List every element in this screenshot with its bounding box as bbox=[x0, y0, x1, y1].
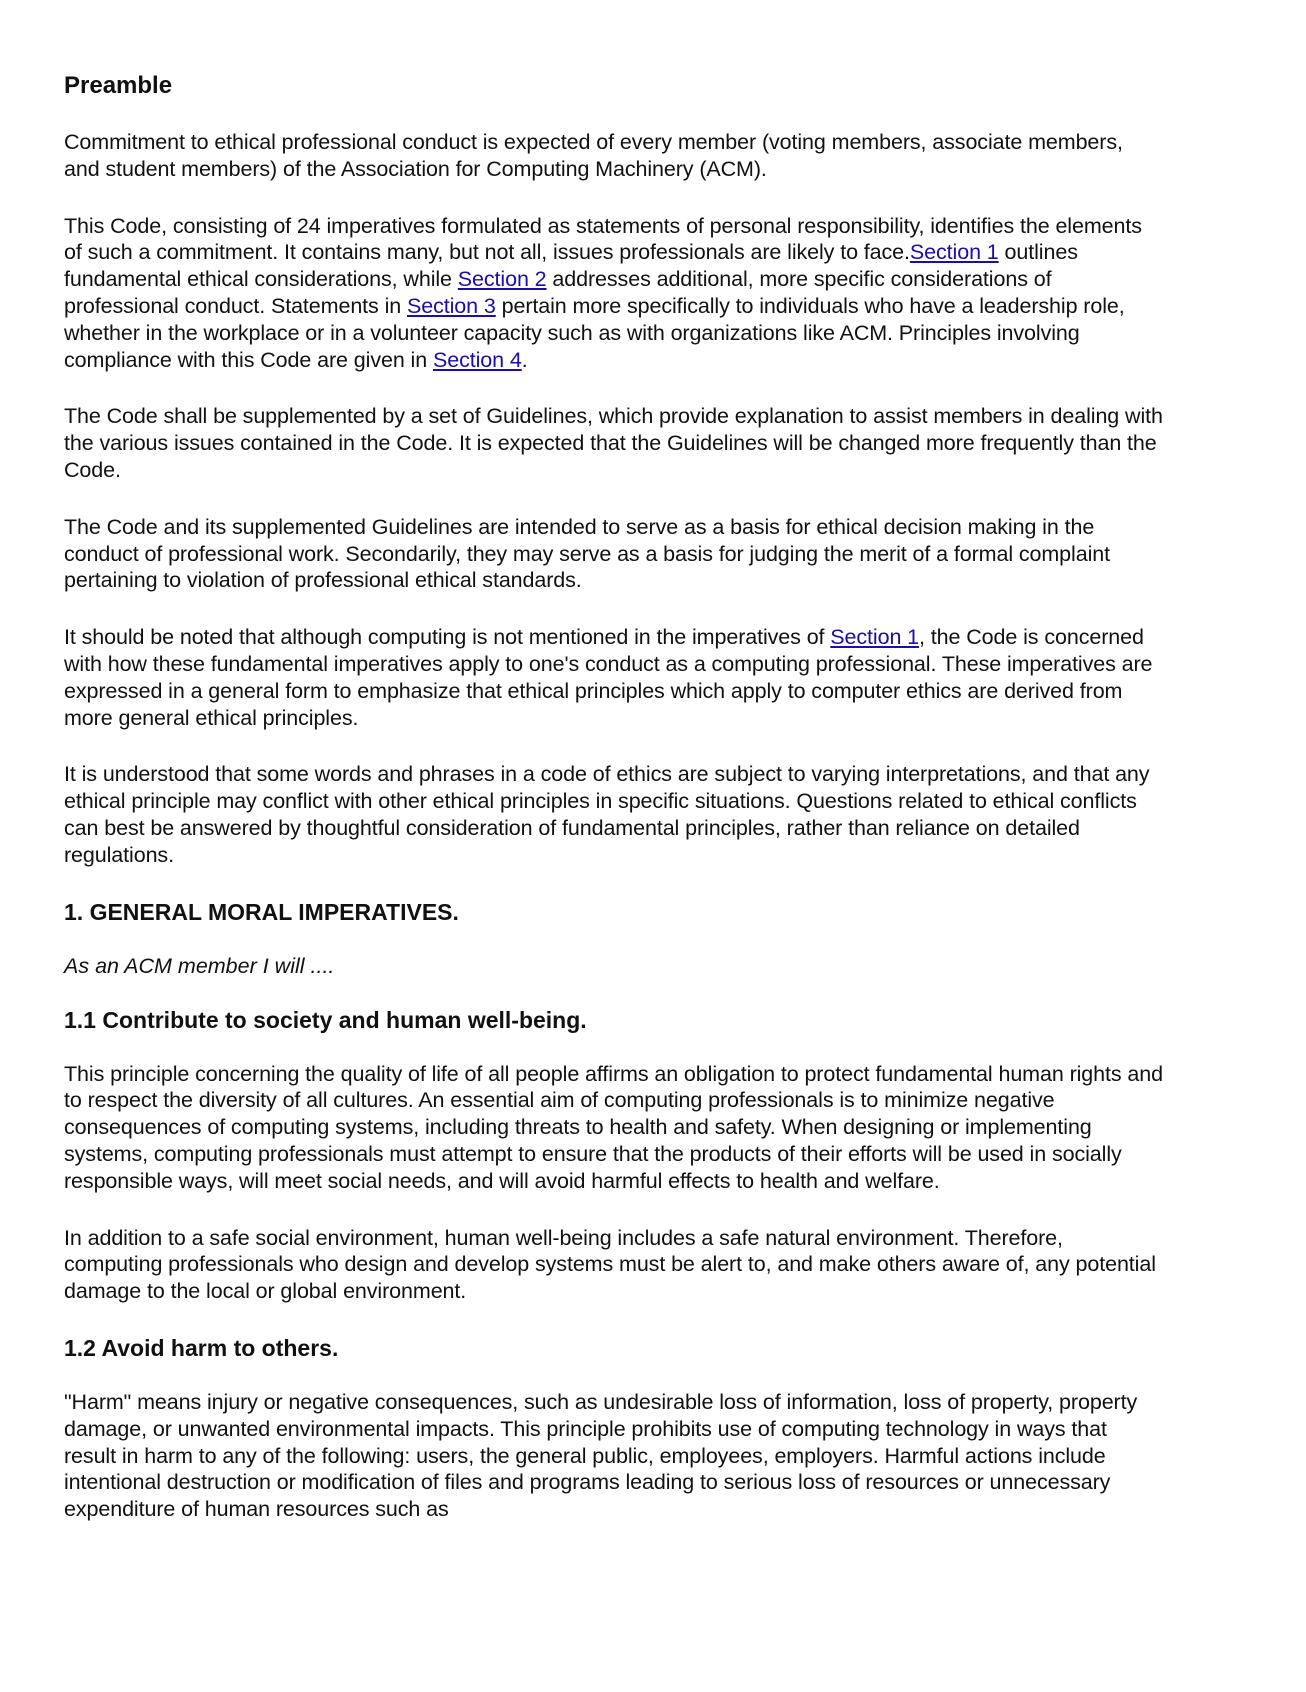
preamble-paragraph-1: Commitment to ethical professional conduct is expected of every member (voting members, associate members, and student members) of the Association for Computing Machinery (ACM). bbox=[64, 130, 1123, 181]
section-1-link[interactable]: Section 1 bbox=[830, 625, 920, 650]
paragraph-text: addresses additional, more specific considerations of professional conduct. Statements in bbox=[64, 267, 1052, 318]
section-3-link[interactable]: Section 3 bbox=[406, 293, 496, 318]
section-1-intro: As an ACM member I will .... bbox=[64, 953, 335, 978]
section-2-link[interactable]: Section 2 bbox=[457, 267, 547, 292]
document-page bbox=[64, 72, 1164, 1553]
paragraph-text: outlines fundamental ethical considerations, while bbox=[64, 240, 1078, 292]
paragraph-text: This Code, consisting of 24 imperatives formulated as statements of personal responsibility, identifies the elements of such a commitment. It contains many, but not all, issues professionals are likely to face. bbox=[64, 213, 1142, 265]
paragraph-text: , the Code is concerned with how these fundamental imperatives apply to one's conduct as a computing professional. These imperatives are expressed in a general form to emphasize that ethical principles which apply to computer ethics are derived from more general ethical principles. bbox=[64, 625, 1153, 730]
preamble-paragraph-4: The Code and its supplemented Guidelines are intended to serve as a basis for ethical decision making in the conduct of professional work. Secondarily, they may serve as a basis for judging the merit of a formal complaint pertaining to violation of professional ethical standards. bbox=[64, 514, 1110, 593]
preamble-paragraph-2 bbox=[64, 213, 1164, 374]
paragraph-text: pertain more specifically to individuals who have a leadership role, whether in the workplace or in a volunteer capacity such as with organizations like ACM. Principles involving compliance with this Code are given in bbox=[64, 293, 1125, 372]
preamble-heading: Preamble bbox=[64, 72, 173, 99]
paragraph-text: It should be noted that although computing is not mentioned in the imperatives of bbox=[64, 625, 831, 650]
section-1-link[interactable]: Section 1 bbox=[909, 240, 999, 265]
preamble-paragraph-3: The Code shall be supplemented by a set of Guidelines, which provide explanation to assist members in dealing with the various issues contained in the Code. It is expected that the Guidelines will be changed more frequently than the Code. bbox=[64, 404, 1163, 482]
section-1-2-heading: 1.2 Avoid harm to others. bbox=[64, 1334, 339, 1361]
section-1-1-paragraph-1: This principle concerning the quality of life of all people affirms an obligation to protect fundamental human rights and to respect the diversity of all cultures. An essential aim of computing professionals is to minimize negative consequences of computing systems, including threats to health and safety. When designing or implementing systems, computing professionals must attempt to ensure that the products of their efforts will be used in socially responsible ways, will meet social needs, and will avoid harmful effects to health and welfare. bbox=[64, 1061, 1163, 1193]
section-1-2-paragraph-1: "Harm" means injury or negative consequences, such as undesirable loss of information, loss of property, property damage, or unwanted environmental impacts. This principle prohibits use of computing technology in ways that result in harm to any of the following: users, the general public, employees, employers. Harmful actions include intentional destruction or modification of files and programs leading to serious loss of resources or unnecessary expenditure of human resources such as bbox=[64, 1389, 1138, 1522]
section-1-1-heading: 1.1 Contribute to society and human well-being. bbox=[64, 1006, 587, 1033]
preamble-paragraph-5 bbox=[64, 624, 1164, 731]
preamble-paragraph-6: It is understood that some words and phrases in a code of ethics are subject to varying interpretations, and that any ethical principle may conflict with other ethical principles in specific situations. Questions related to ethical conflicts can best be answered by thoughtful consideration of fundamental principles, rather than reliance on detailed regulations. bbox=[64, 762, 1150, 867]
section-1-heading: 1. GENERAL MORAL IMPERATIVES. bbox=[64, 898, 459, 925]
section-1-1-paragraph-2: In addition to a safe social environment, human well-being includes a safe natural environment. Therefore, computing professionals who design and develop systems must be alert to, and make others aware of, any potential damage to the local or global environment. bbox=[64, 1225, 1156, 1304]
section-4-link[interactable]: Section 4 bbox=[432, 347, 522, 372]
paragraph-text: . bbox=[521, 347, 528, 372]
